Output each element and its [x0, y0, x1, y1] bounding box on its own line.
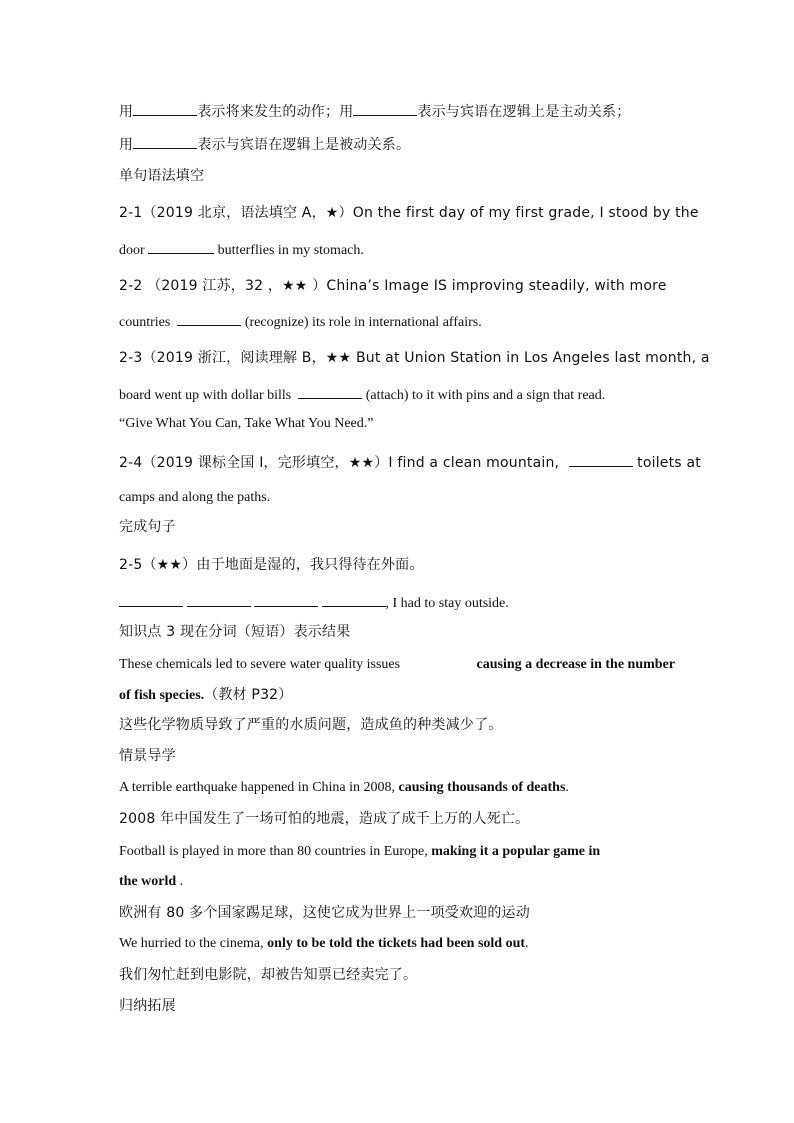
section-heading-complete: 完成句子: [119, 519, 176, 535]
text-fragment: , I had to stay outside.: [385, 596, 509, 611]
question-2-5-line-1: 2-5（★★）由于地面是湿的，我只得待在外面。: [119, 557, 424, 573]
text-fragment: butterflies in my stomach.: [217, 243, 364, 258]
section-heading-scene: 情景导学: [119, 748, 176, 764]
question-2-4-line-2: camps and along the paths.: [119, 490, 271, 505]
text-fragment: 表示将来发生的动作；用: [197, 104, 354, 120]
answer-blank[interactable]: [177, 311, 241, 326]
text-fragment: toilets at: [637, 455, 701, 471]
text-fragment: 2-4（2019 课标全国 I，完形填空，★★）I find a clean mountain,: [119, 455, 560, 471]
text-fragment: A terrible earthquake happened in China in 2008,: [119, 780, 399, 795]
answer-blank-2[interactable]: [187, 592, 251, 607]
bold-fragment: causing a decrease in the number: [476, 657, 675, 672]
scene-sentence-1: [119, 778, 675, 798]
bold-fragment: of fish species.: [119, 688, 205, 703]
textbook-reference: （教材 P32）: [204, 687, 293, 703]
question-2-3-line-2: [119, 384, 675, 406]
answer-blank[interactable]: [298, 384, 362, 399]
answer-blank-4[interactable]: [322, 592, 386, 607]
example-sentence-line-1: [119, 655, 675, 675]
section-heading-single: 单句语法填空: [119, 168, 205, 184]
text-fragment: .: [176, 874, 184, 889]
text-fragment: countries: [119, 315, 171, 330]
bold-fragment: making it a popular game in: [431, 844, 601, 859]
text-fragment: (recognize) its role in international affairs.: [244, 315, 482, 330]
blank-line[interactable]: [353, 101, 417, 116]
scene-translation-1: 2008 年中国发生了一场可怕的地震，造成了成千上万的人死亡。: [119, 811, 530, 827]
answer-blank[interactable]: [569, 452, 633, 467]
text-fragment: We hurried to the cinema,: [119, 936, 268, 951]
question-2-5-line-2: [119, 592, 675, 614]
text-fragment: (attach) to it with pins and a sign that read.: [365, 388, 606, 403]
answer-blank[interactable]: [148, 239, 214, 254]
answer-blank-1[interactable]: [119, 592, 183, 607]
bold-fragment: only to be told the tickets had been sold out: [267, 936, 526, 951]
bold-fragment: the world: [119, 874, 177, 889]
scene-sentence-3: [119, 934, 675, 954]
bold-fragment: causing thousands of deaths: [398, 780, 566, 795]
scene-translation-3: 我们匆忙赶到电影院，却被告知票已经卖完了。: [119, 967, 418, 983]
intro-line-1: [119, 101, 675, 122]
text-fragment: These chemicals led to severe water quality issues: [119, 657, 401, 672]
knowledge-point-3-title: 知识点 3 现在分词（短语）表示结果: [119, 624, 351, 640]
question-2-2-line-2: [119, 311, 675, 333]
question-2-3-line-1: 2-3（2019 浙江，阅读理解 B，★★ But at Union Station in Los Angeles last month, a: [119, 350, 710, 366]
intro-line-2: [119, 134, 675, 155]
blank-line[interactable]: [133, 101, 197, 116]
example-translation: 这些化学物质导致了严重的水质问题，造成鱼的种类减少了。: [119, 717, 503, 733]
text-fragment: board went up with dollar bills: [119, 388, 292, 403]
text-fragment: .: [525, 936, 529, 951]
scene-translation-2: 欧洲有 80 多个国家踢足球，这使它成为世界上一项受欢迎的运动: [119, 905, 530, 921]
text-fragment: .: [565, 780, 569, 795]
blank-line[interactable]: [133, 134, 197, 149]
example-sentence-line-2: [119, 685, 675, 706]
text-fragment: 用: [119, 104, 134, 120]
text-fragment: 表示与宾语在逻辑上是被动关系。: [197, 137, 411, 153]
question-2-3-line-3: “Give What You Can, Take What You Need.”: [119, 416, 374, 431]
question-2-2-line-1: 2-2 （2019 江苏，32 ，★★ ）China’s Image IS improving steadily, with more: [119, 278, 667, 294]
question-2-1-line-1: 2-1（2019 北京，语法填空 A，★）On the first day of my first grade, I stood by the: [119, 205, 699, 221]
scene-sentence-2-line-2: [119, 872, 675, 892]
text-fragment: door: [119, 243, 145, 258]
section-heading-summary: 归纳拓展: [119, 998, 176, 1014]
text-fragment: 表示与宾语在逻辑上是主动关系；: [417, 104, 631, 120]
answer-blank-3[interactable]: [254, 592, 318, 607]
scene-sentence-2-line-1: [119, 842, 675, 862]
text-fragment: 用: [119, 137, 134, 153]
question-2-4-line-1: [119, 452, 701, 473]
text-fragment: Football is played in more than 80 countries in Europe,: [119, 844, 432, 859]
question-2-1-line-2: [119, 239, 675, 261]
